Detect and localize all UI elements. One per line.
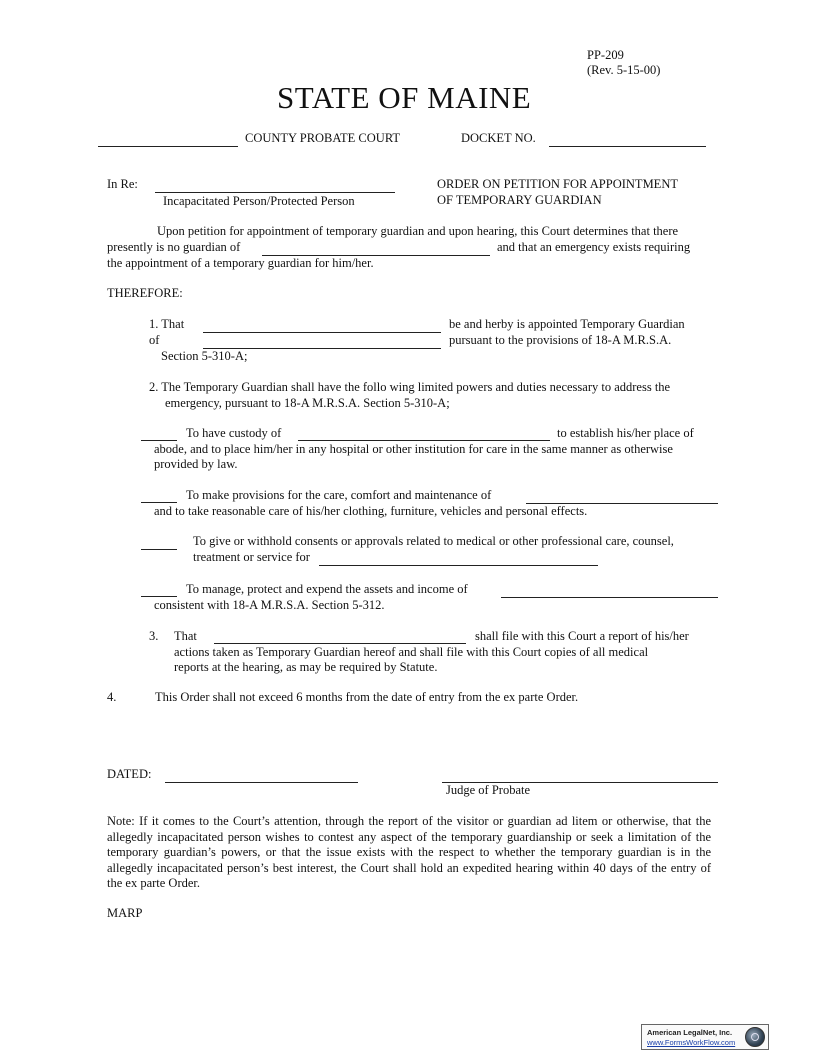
page-title: STATE OF MAINE: [277, 80, 532, 115]
date-field[interactable]: [165, 782, 358, 783]
item3-number: 3.: [149, 629, 159, 643]
item2-line1: 2. The Temporary Guardian shall have the follo wing limited powers and duties necessary to address the: [149, 380, 671, 394]
item1-text2: pursuant to the provisions of 18-A M.R.S.A.: [449, 333, 672, 347]
item2-line2: emergency, pursuant to 18-A M.R.S.A. Section 5-310-A;: [165, 396, 450, 410]
assets-check-field[interactable]: [141, 596, 177, 597]
dated-label: DATED:: [107, 767, 152, 781]
assets-label: To manage, protect and expend the assets and income of: [186, 582, 468, 596]
intro-line2b: and that an emergency exists requiring: [497, 240, 691, 254]
therefore-heading: THEREFORE:: [107, 286, 183, 300]
assets-text2: consistent with 18-A M.R.S.A. Section 5-312.: [154, 598, 385, 612]
custody-label: To have custody of: [186, 426, 282, 440]
order-title-line2: OF TEMPORARY GUARDIAN: [437, 193, 602, 207]
item4-number: 4.: [107, 690, 117, 704]
consents-for-field[interactable]: [319, 565, 598, 566]
globe-logo-icon: [745, 1027, 765, 1047]
item3-that: That: [174, 629, 197, 643]
custody-text1: to establish his/her place of: [557, 426, 694, 440]
custody-text2: abode, and to place him/her in any hospital or other institution for care in the same manner as otherwise: [154, 442, 673, 456]
item3-text3: reports at the hearing, as may be required by Statute.: [174, 660, 438, 674]
in-re-sublabel: Incapacitated Person/Protected Person: [163, 194, 355, 208]
intro-line1: Upon petition for appointment of temporary guardian and upon hearing, this Court determines that there: [157, 224, 679, 238]
item4-text: This Order shall not exceed 6 months from the date of entry from the ex parte Order.: [155, 690, 579, 704]
consents-line1: To give or withhold consents or approvals related to medical or other professional care, counsel,: [193, 534, 674, 548]
item3-text1: shall file with this Court a report of his/her: [475, 629, 689, 643]
order-title-line1: ORDER ON PETITION FOR APPOINTMENT: [437, 177, 678, 191]
provisions-label: To make provisions for the care, comfort and maintenance of: [186, 488, 492, 502]
item3-guardian-field[interactable]: [214, 643, 466, 644]
note-paragraph: Note: If it comes to the Court’s attention, through the report of the visitor or guardian ad litem or otherwise, that the allegedly incapacitated person wishes to contest any aspect of the temporary guardianship or seek a limitation of the temporary guardian’s powers, or that the issue exists with the respect to whether the temporary guardian is in the allegedly incapacitated person’s best interest, the Court shall hold an expedited hearing within 40 days of the entry of the ex parte Order.: [107, 814, 711, 890]
county-field[interactable]: [98, 146, 238, 147]
custody-check-field[interactable]: [141, 440, 177, 441]
footer-code: MARP: [107, 906, 143, 920]
form-number: PP-209: [587, 48, 624, 62]
county-court-label: COUNTY PROBATE COURT: [245, 131, 401, 145]
consents-check-field[interactable]: [141, 549, 177, 550]
item1-that: 1. That: [149, 317, 185, 331]
in-re-name-field[interactable]: [155, 192, 395, 193]
item1-of: of: [149, 333, 160, 347]
item3-text2: actions taken as Temporary Guardian hereof and shall file with this Court copies of all medical: [174, 645, 649, 659]
provisions-check-field[interactable]: [141, 502, 177, 503]
form-revision: (Rev. 5-15-00): [587, 63, 661, 77]
publisher-badge[interactable]: [641, 1024, 769, 1050]
intro-line3: the appointment of a temporary guardian for him/her.: [107, 256, 374, 270]
badge-url[interactable]: www.FormsWorkFlow.com: [647, 1038, 736, 1047]
consents-line2: treatment or service for: [193, 550, 310, 564]
judge-label: Judge of Probate: [446, 783, 531, 797]
custody-text3: provided by law.: [154, 457, 238, 471]
provisions-text2: and to take reasonable care of his/her clothing, furniture, vehicles and personal effects.: [154, 504, 588, 518]
item1-text3: Section 5-310-A;: [161, 349, 248, 363]
item1-text1: be and herby is appointed Temporary Guardian: [449, 317, 685, 331]
custody-of-field[interactable]: [298, 440, 550, 441]
guardian-name-field[interactable]: [203, 332, 441, 333]
docket-field[interactable]: [549, 146, 706, 147]
docket-label: DOCKET NO.: [461, 131, 536, 145]
badge-company: American LegalNet, Inc.: [647, 1028, 733, 1037]
in-re-label: In Re:: [107, 177, 138, 191]
assets-of-field[interactable]: [501, 597, 718, 598]
intro-line2a: presently is no guardian of: [107, 240, 241, 254]
